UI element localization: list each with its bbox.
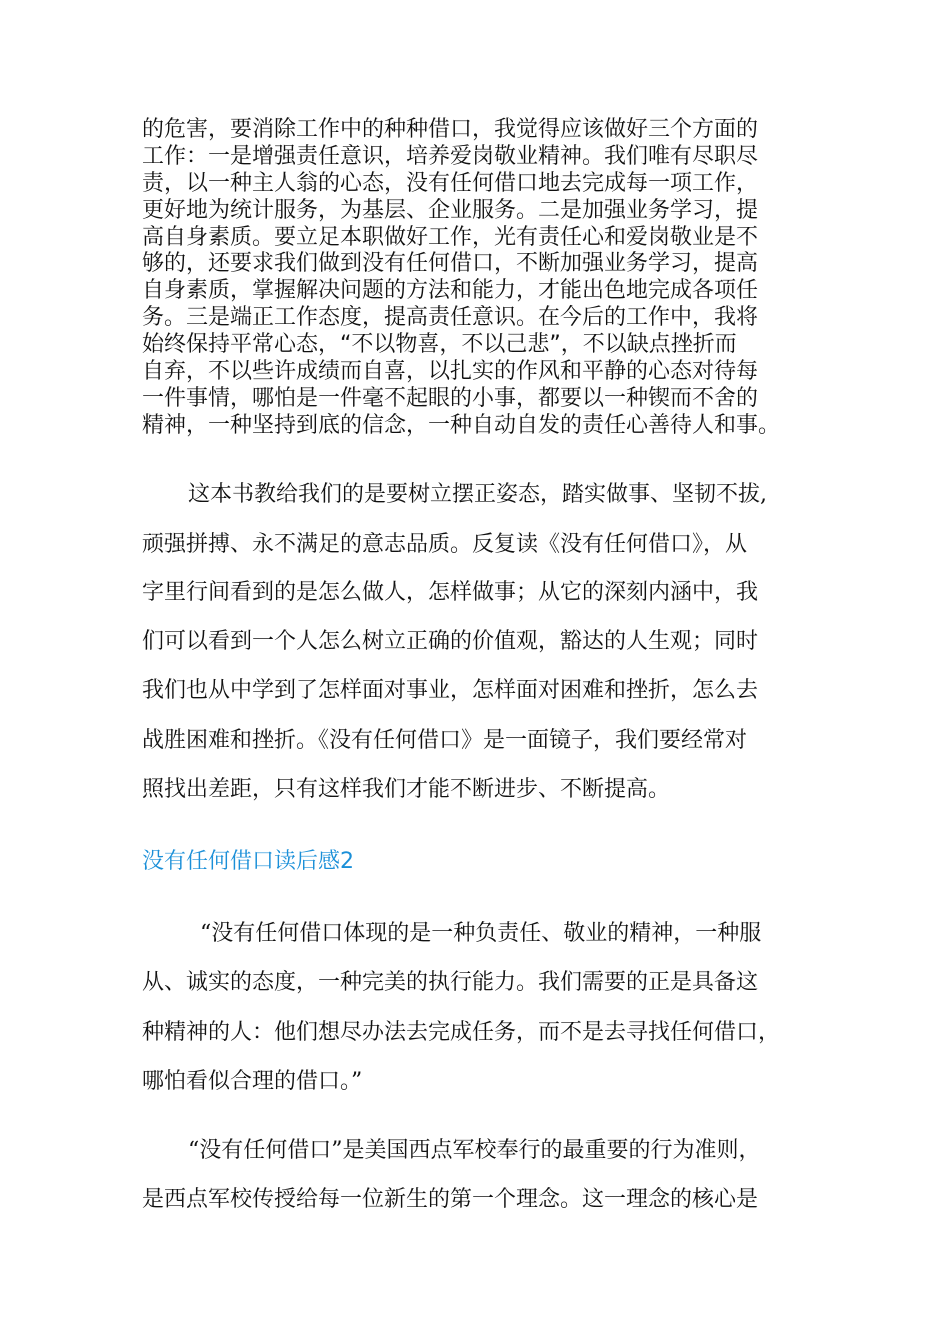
paragraph-line: 是西点军校传授给每一位新生的第一个理念。这一理念的核心是	[142, 1187, 759, 1212]
paragraph-line: 高自身素质。要立足本职做好工作，光有责任心和爱岗敬业是不	[142, 224, 759, 250]
paragraph-line: 够的，还要求我们做到没有任何借口，不断加强业务学习，提高	[142, 251, 759, 277]
paragraph-line: 精神，一种坚持到底的信念，一种自动自发的责任心善待人和事。	[142, 412, 781, 438]
paragraph-line: 字里行间看到的是怎么做人，怎样做事；从它的深刻内涵中，我	[142, 580, 759, 605]
section-heading: 没有任何借口读后感2	[142, 849, 354, 874]
paragraph-line: 始终保持平常心态，“不以物喜，不以己悲”，不以缺点挫折而	[142, 332, 737, 358]
paragraph-line: 顽强拼搏、永不满足的意志品质。反复读《没有任何借口》，从	[142, 532, 748, 557]
paragraph-line: “没有任何借口”是美国西点军校奉行的最重要的行为准则，	[188, 1138, 761, 1163]
paragraph-line: 一件事情，哪怕是一件毫不起眼的小事，都要以一种锲而不舍的	[142, 385, 759, 411]
paragraph-line: 们可以看到一个人怎么树立正确的价值观，豁达的人生观；同时	[142, 629, 759, 654]
paragraph-line: 从、诚实的态度，一种完美的执行能力。我们需要的正是具备这	[142, 970, 759, 995]
paragraph-line: 我们也从中学到了怎样面对事业，怎样面对困难和挫折，怎么去	[142, 678, 759, 703]
paragraph-line: 自弃，不以些许成绩而自喜，以扎实的作风和平静的心态对待每	[142, 359, 759, 385]
paragraph-line: 哪怕看似合理的借口。”	[142, 1069, 363, 1094]
paragraph-line: 这本书教给我们的是要树立摆正姿态，踏实做事、坚韧不拔,	[188, 482, 767, 507]
compact-paragraph	[142, 117, 810, 440]
paragraph-line: 务。三是端正工作态度，提高责任意识。在今后的工作中，我将	[142, 305, 759, 331]
paragraph-line: “没有任何借口体现的是一种负责任、敬业的精神，一种服	[200, 921, 762, 946]
paragraph-line: 更好地为统计服务，为基层、企业服务。二是加强业务学习，提	[142, 197, 759, 223]
paragraph-line: 种精神的人：他们想尽办法去完成任务，而不是去寻找任何借口，	[142, 1020, 781, 1045]
paragraph-line: 责，以一种主人翁的心态，没有任何借口地去完成每一项工作，	[142, 170, 759, 196]
paragraph-line: 工作：一是增强责任意识，培养爱岗敬业精神。我们唯有尽职尽	[142, 143, 759, 169]
paragraph-line: 照找出差距，只有这样我们才能不断进步、不断提高。	[142, 777, 671, 802]
paragraph-line: 的危害，要消除工作中的种种借口，我觉得应该做好三个方面的	[142, 117, 759, 142]
paragraph-line: 战胜困难和挫折。《没有任何借口》是一面镜子，我们要经常对	[142, 728, 748, 753]
paragraph-line: 自身素质，掌握解决问题的方法和能力，才能出色地完成各项任	[142, 278, 759, 304]
